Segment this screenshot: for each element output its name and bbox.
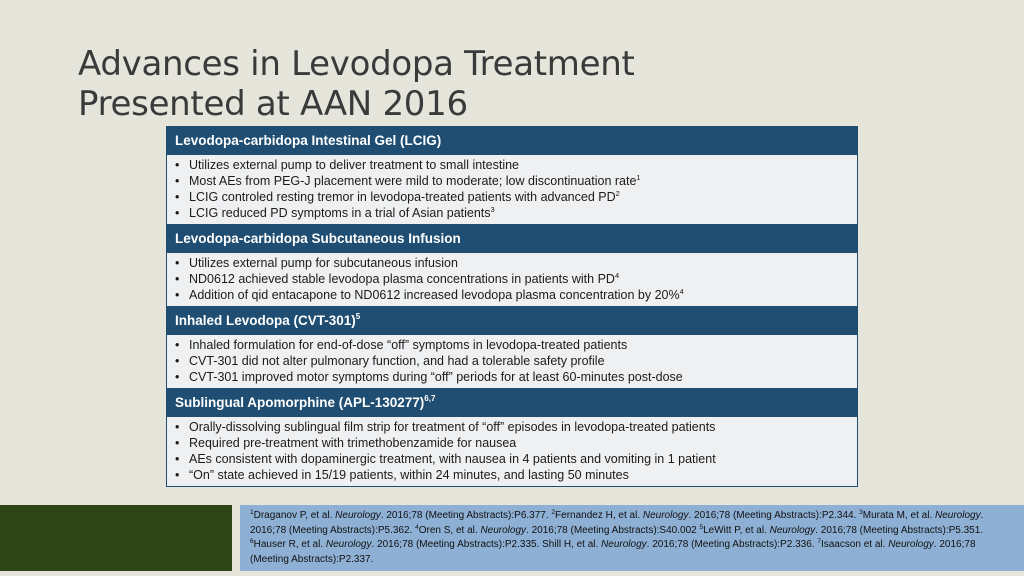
bullet-item — [175, 419, 849, 435]
reference-journal: Neurology — [935, 510, 981, 521]
reference-details: . 2016;78 (Meeting Abstracts):P5.362. — [250, 510, 984, 536]
reference-details: . 2016;78 (Meeting Abstracts):P2.335. Shill H, et al. — [371, 539, 602, 550]
bullet-text: ND0612 achieved stable levodopa plasma concentrations in patients with PD — [189, 272, 615, 286]
reference-number: 5 — [699, 523, 704, 531]
section-header-text: Levodopa-carbidopa Subcutaneous Infusion — [175, 231, 461, 246]
reference-number: 1 — [250, 509, 254, 516]
bullet-dot-icon: • — [175, 370, 180, 384]
bullet-text: LCIG controled resting tremor in levodopa-treated patients with advanced PD — [189, 190, 616, 204]
reference-details: . 2016;78 (Meeting Abstracts):S40.002 — [526, 524, 700, 536]
bullet-dot-icon: • — [175, 256, 180, 270]
bullet-text: CVT-301 improved motor symptoms during “off” periods for at least 60-minutes post-dose — [189, 370, 683, 384]
bullet-list — [175, 255, 849, 303]
reference-authors: Draganov P, et al. — [253, 510, 336, 521]
bullet-text: Utilizes external pump for subcutaneous infusion — [189, 256, 458, 270]
section-header — [167, 389, 857, 417]
bullet-dot-icon: • — [175, 272, 180, 286]
slide-title — [78, 44, 798, 124]
reference-journal: Neurology — [769, 524, 816, 536]
reference-journal: Neurology — [325, 539, 372, 550]
reference-details: . 2016;78 (Meeting Abstracts):P2.344. — [688, 510, 860, 521]
reference-authors: Hauser R, et al. — [253, 539, 326, 550]
section-body — [167, 253, 857, 307]
bullet-item — [175, 451, 849, 467]
bullet-list — [175, 337, 849, 385]
reference-journal: Neurology — [480, 524, 527, 536]
bullet-text: AEs consistent with dopaminergic treatment, with nausea in 4 patients and vomiting in 1 patient — [189, 452, 716, 466]
references-box — [240, 505, 1024, 571]
bullet-item — [175, 205, 849, 221]
reference-details: . 2016;78 (Meeting Abstracts):P5.351. — [815, 524, 984, 536]
bullet-item — [175, 189, 849, 205]
reference-number: 3 — [859, 509, 863, 516]
reference-details: . 2016;78 (Meeting Abstracts):P6.377. — [380, 510, 552, 521]
reference-authors: Fernandez H, et al. — [555, 510, 643, 521]
slide-title-line-2: Presented at AAN 2016 — [78, 84, 468, 124]
bullet-dot-icon: • — [175, 206, 180, 220]
reference-journal: Neurology — [888, 539, 934, 550]
bullet-item — [175, 353, 849, 369]
bullet-text: Orally-dissolving sublingual film strip for treatment of “off” episodes in levodopa-treated patients — [189, 420, 716, 434]
bullet-list — [175, 419, 849, 483]
reference-authors: LeWitt P, et al. — [703, 524, 770, 536]
bullet-item — [175, 157, 849, 173]
decorative-green-block — [0, 505, 232, 571]
bullet-item — [175, 467, 849, 483]
bullet-text: Utilizes external pump to deliver treatment to small intestine — [189, 158, 520, 172]
section-body — [167, 417, 857, 486]
bullet-dot-icon: • — [175, 436, 180, 450]
reference-details: . 2016;78 (Meeting Abstracts):P2.337. — [250, 539, 976, 565]
bullet-citation: 3 — [490, 205, 495, 214]
bullet-item — [175, 287, 849, 303]
reference-authors: Isaacson et al. — [820, 539, 889, 550]
bullet-dot-icon: • — [175, 354, 180, 368]
reference-journal: Neurology — [335, 510, 381, 521]
bullet-item — [175, 337, 849, 353]
bullet-text: “On” state achieved in 15/19 patients, within 24 minutes, and lasting 50 minutes — [189, 468, 629, 482]
bullet-text: Required pre-treatment with trimethobenzamide for nausea — [189, 436, 517, 450]
bullet-text: CVT-301 did not alter pulmonary function, and had a tolerable safety profile — [189, 354, 605, 368]
bullet-dot-icon: • — [175, 468, 180, 482]
reference-journal: Neurology — [642, 510, 689, 521]
bullet-text: Addition of qid entacapone to ND0612 increased levodopa plasma concentration by 20% — [189, 288, 680, 302]
bullet-dot-icon: • — [175, 420, 180, 434]
bullet-item — [175, 369, 849, 385]
bullet-item — [175, 173, 849, 189]
reference-authors: Oren S, et al. — [418, 524, 481, 536]
bullet-citation: 4 — [614, 271, 620, 280]
reference-authors: Murata M, et al. — [862, 510, 935, 521]
section-header — [167, 225, 857, 253]
reference-details: . 2016;78 (Meeting Abstracts):P2.336. — [646, 539, 818, 550]
bullet-dot-icon: • — [175, 174, 180, 188]
reference-number: 4 — [415, 523, 419, 531]
bullet-dot-icon: • — [175, 338, 180, 352]
bullet-citation: 1 — [636, 173, 641, 182]
bullet-item — [175, 271, 849, 287]
reference-number: 2 — [551, 509, 556, 516]
reference-journal: Neurology — [601, 539, 647, 550]
section-header-text: Levodopa-carbidopa Intestinal Gel (LCIG) — [175, 133, 442, 148]
bullet-list — [175, 157, 849, 221]
section-body — [167, 155, 857, 225]
reference-number: 6 — [250, 538, 254, 545]
bullet-dot-icon: • — [175, 288, 180, 302]
bullet-item — [175, 435, 849, 451]
bullet-dot-icon: • — [175, 158, 180, 172]
bullet-dot-icon: • — [175, 190, 180, 204]
references-text — [250, 509, 1014, 567]
section-body — [167, 335, 857, 389]
treatment-table — [166, 126, 858, 487]
section-header-text: Sublingual Apomorphine (APL-130277) — [175, 395, 425, 410]
slide-title-line-1: Advances in Levodopa Treatment — [78, 44, 635, 84]
bullet-text: LCIG reduced PD symptoms in a trial of Asian patients — [189, 206, 491, 220]
section-header — [167, 307, 857, 335]
bullet-dot-icon: • — [175, 452, 180, 466]
section-header — [167, 127, 857, 155]
reference-number: 7 — [817, 538, 821, 545]
bullet-citation: 2 — [615, 189, 620, 198]
bullet-item — [175, 255, 849, 271]
bullet-citation: 4 — [679, 287, 684, 296]
bullet-text: Inhaled formulation for end-of-dose “off” symptoms in levodopa-treated patients — [189, 338, 628, 352]
section-header-citation: 5 — [355, 312, 361, 321]
section-header-text: Inhaled Levodopa (CVT-301) — [175, 313, 356, 328]
section-header-citation: 6,7 — [424, 394, 436, 403]
bullet-text: Most AEs from PEG-J placement were mild to moderate; low discontinuation rate — [189, 174, 637, 188]
